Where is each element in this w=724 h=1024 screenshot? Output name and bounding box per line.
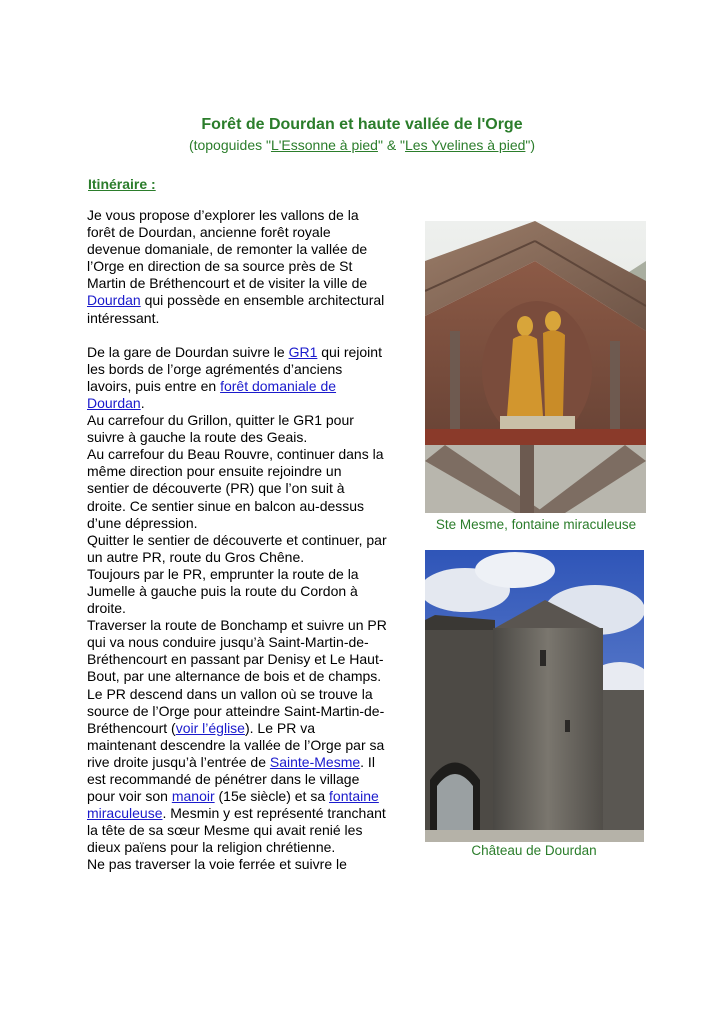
photo2-caption: Château de Dourdan [471,843,597,858]
section-heading: Itinéraire : [88,176,156,192]
link-yvelines[interactable]: Les Yvelines à pied [405,137,526,153]
intro-text-2: qui possède en ensemble architectural intéressant. [87,292,385,326]
route-text: qui rejoint les bords de l’orge agrémentés d’anciens lavoirs, puis entre en [87,343,382,394]
route-text: . Il est recommandé de pénétrer dans le village pour voir son [87,753,375,805]
link-sainte-mesme[interactable]: Sainte-Mesme [269,753,361,770]
chateau-photo [425,550,644,842]
route-text: ). Le PR va maintenant descendre la vallée de l’Orge par sa rive droite jusqu’à l’entrée de [87,719,385,770]
route-paragraph-8: Ne pas traverser la voie ferrée et suivre le [87,856,347,873]
route-paragraph-4: Quitter le sentier de découverte et continuer, par un autre PR, route du Gros Chêne. [87,531,387,565]
link-gr1[interactable]: GR1 [288,343,318,360]
route-paragraph-6: Traverser la route de Bonchamp et suivre un PR qui va nous conduire jusqu’à Saint-Martin-de-Bréthencourt en passant par Denisy et Le Haut-Bout, par une alternance de bois et de champs. [87,617,387,685]
page-title: Forêt de Dourdan et haute vallée de l'Orge [201,116,523,133]
fontaine-photo [425,221,646,513]
subtitle [0,137,724,153]
route-text: . [140,394,145,411]
link-manoir[interactable]: manoir [171,788,215,805]
subtitle-middle: " & " [377,137,406,153]
route-paragraph-3: Au carrefour du Beau Rouvre, continuer dans la même direction pour ensuite rejoindre un sentier de découverte (PR) que l’on suit à droite. Ce sentier sinue en balcon au-dessus d’une dépression. [87,446,384,531]
link-eglise[interactable]: voir l’église [175,719,245,736]
subtitle-prefix: (topoguides " [188,137,271,153]
route-text: Le PR descend dans un vallon où se trouve la source de l’Orge pour atteindre Saint-Martin-de-Bréthencourt ( [87,685,385,736]
subtitle-suffix: ") [525,137,536,153]
body-text [87,207,387,874]
route-paragraph-1 [87,344,387,412]
route-paragraph-2: Au carrefour du Grillon, quitter le GR1 pour suivre à gauche la route des Geais. [87,412,354,446]
route-text: De la gare de Dourdan suivre le [87,343,289,360]
intro-paragraph [87,207,387,327]
route-text: . Mesmin y est représenté tranchant la tête de sa sœur Mesme qui avait renié les dieux païens pour la religion chrétienne. [87,805,386,856]
link-foret-domaniale[interactable]: forêt domaniale de Dourdan [87,377,337,411]
link-essonne[interactable]: L'Essonne à pied [270,137,378,153]
route-text: (15e siècle) et sa [214,788,330,805]
link-dourdan[interactable]: Dourdan [87,292,141,309]
intro-text-1: Je vous propose d’explorer les vallons de la forêt de Dourdan, ancienne forêt royale devenue domaniale, de remonter la vallée de l’Orge en direction de sa source près de St Martin de Bréthencourt et de visiter la ville de [87,207,368,292]
route-paragraph-5: Toujours par le PR, emprunter la route de la Jumelle à gauche puis la route du Cordon à droite. [87,565,359,617]
photo1-caption: Ste Mesme, fontaine miraculeuse [435,517,637,532]
link-fontaine[interactable]: fontaine miraculeuse [87,788,379,822]
route-paragraph-7 [87,686,387,857]
